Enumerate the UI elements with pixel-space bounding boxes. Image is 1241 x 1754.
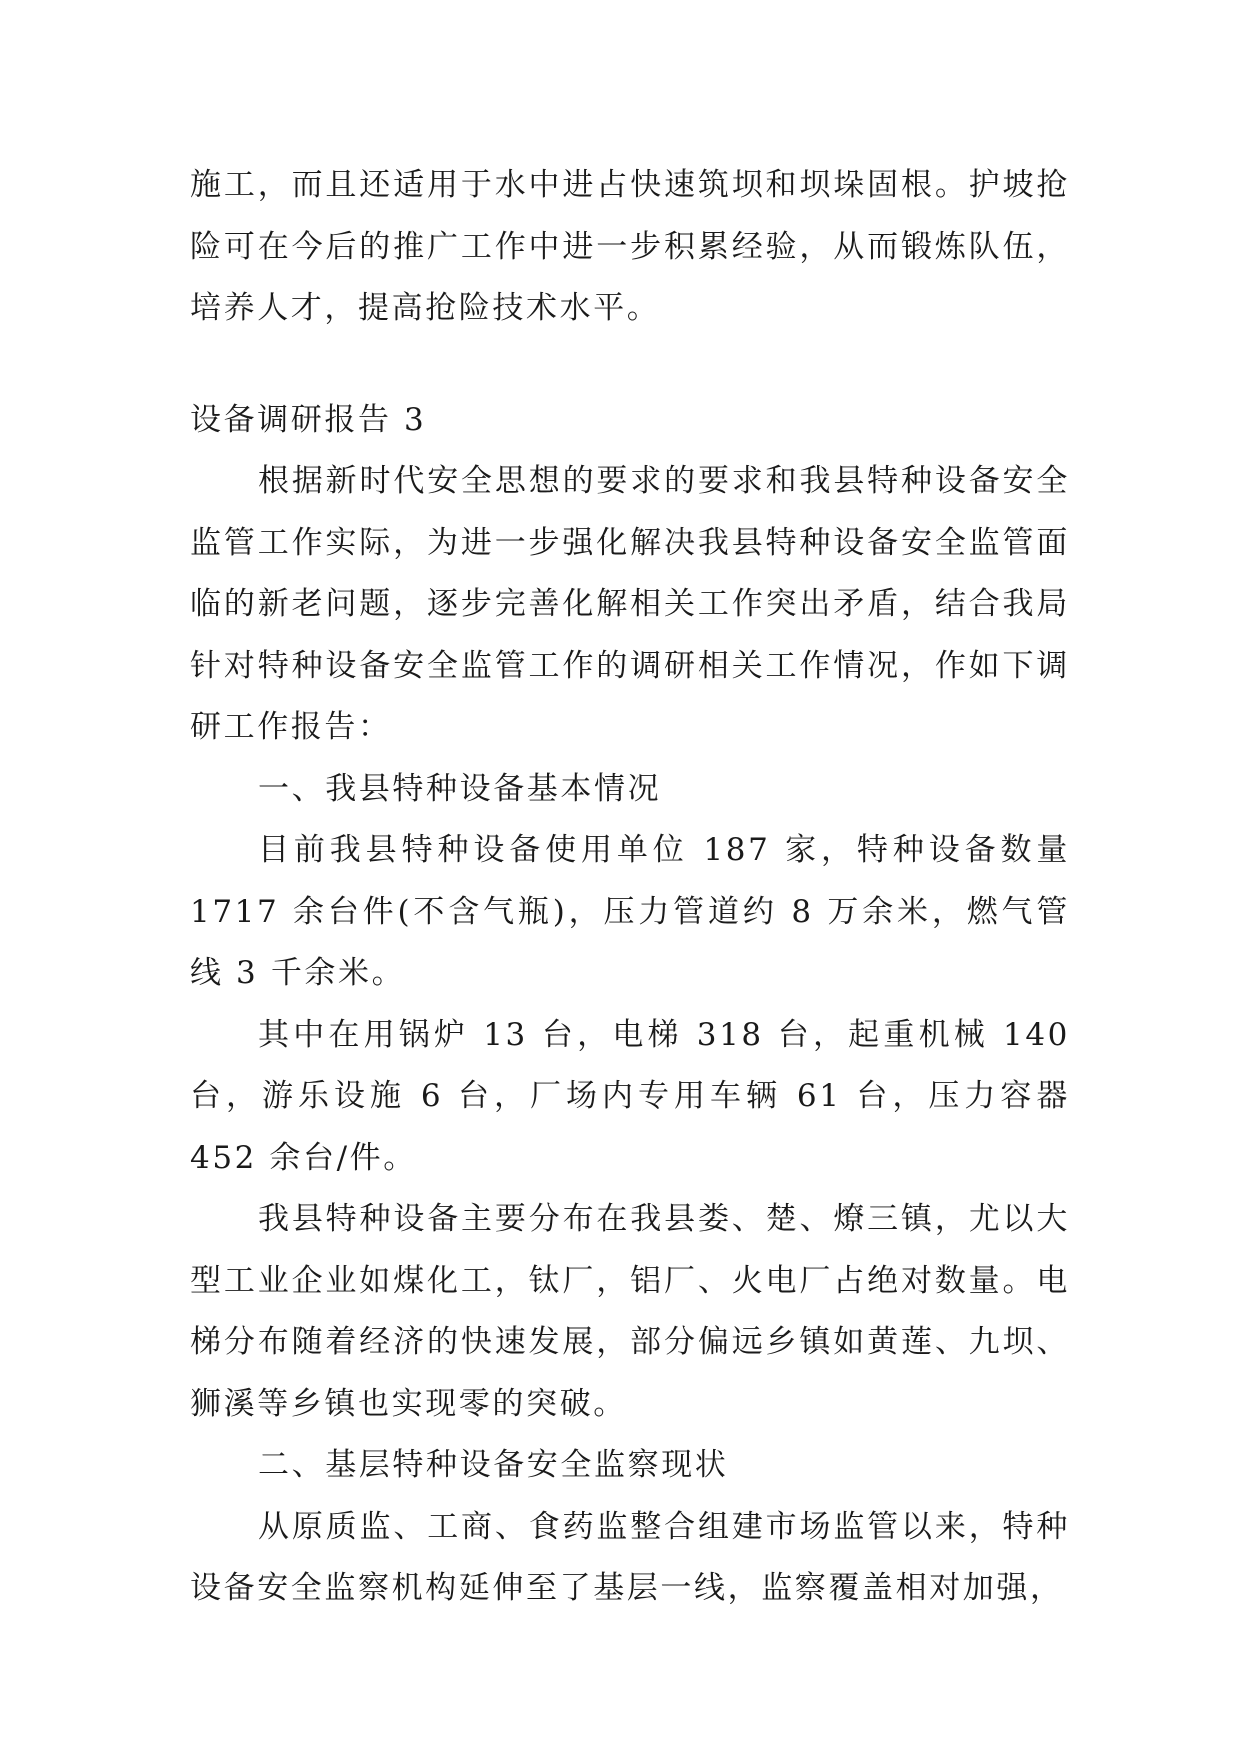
supervision-paragraph: 从原质监、工商、食药监整合组建市场监管以来，特种设备安全监察机构延伸至了基层一线，监察覆盖相对加强， xyxy=(190,1508,1070,1606)
subheading-basic-situation: 一、我县特种设备基本情况 xyxy=(258,770,662,807)
subheading-supervision-status: 二、基层特种设备安全监察现状 xyxy=(258,1447,729,1483)
section-title: 设备调研报告 3 xyxy=(190,401,427,438)
section-gap xyxy=(190,340,1070,390)
document-body xyxy=(190,155,1070,1620)
continuation-paragraph: 施工，而且还适用于水中进占快速筑坝和坝垛固根。护坡抢险可在今后的推广工作中进一步积累经验，从而锻炼队伍，培养人才，提高抢险技术水平。 xyxy=(190,167,1070,326)
distribution-paragraph: 我县特种设备主要分布在我县娄、楚、燎三镇，尤以大型工业企业如煤化工，钛厂，铝厂、火电厂占绝对数量。电梯分布随着经济的快速发展，部分偏远乡镇如黄莲、九坝、狮溪等乡镇也实现零的突破。 xyxy=(190,1201,1070,1422)
units-count-paragraph: 目前我县特种设备使用单位 187 家，特种设备数量 1717 余台件(不含气瓶)，压力管道约 8 万余米，燃气管线 3 千余米。 xyxy=(190,832,1070,991)
equipment-breakdown-paragraph: 其中在用锅炉 13 台，电梯 318 台，起重机械 140 台，游乐设施 6 台，厂场内专用车辆 61 台，压力容器 452 余台/件。 xyxy=(190,1016,1070,1176)
intro-paragraph: 根据新时代安全思想的要求的要求和我县特种设备安全监管工作实际，为进一步强化解决我县特种设备安全监管面临的新老问题，逐步完善化解相关工作突出矛盾，结合我局针对特种设备安全监管工作的调研相关工作情况，作如下调研工作报告： xyxy=(190,463,1070,745)
